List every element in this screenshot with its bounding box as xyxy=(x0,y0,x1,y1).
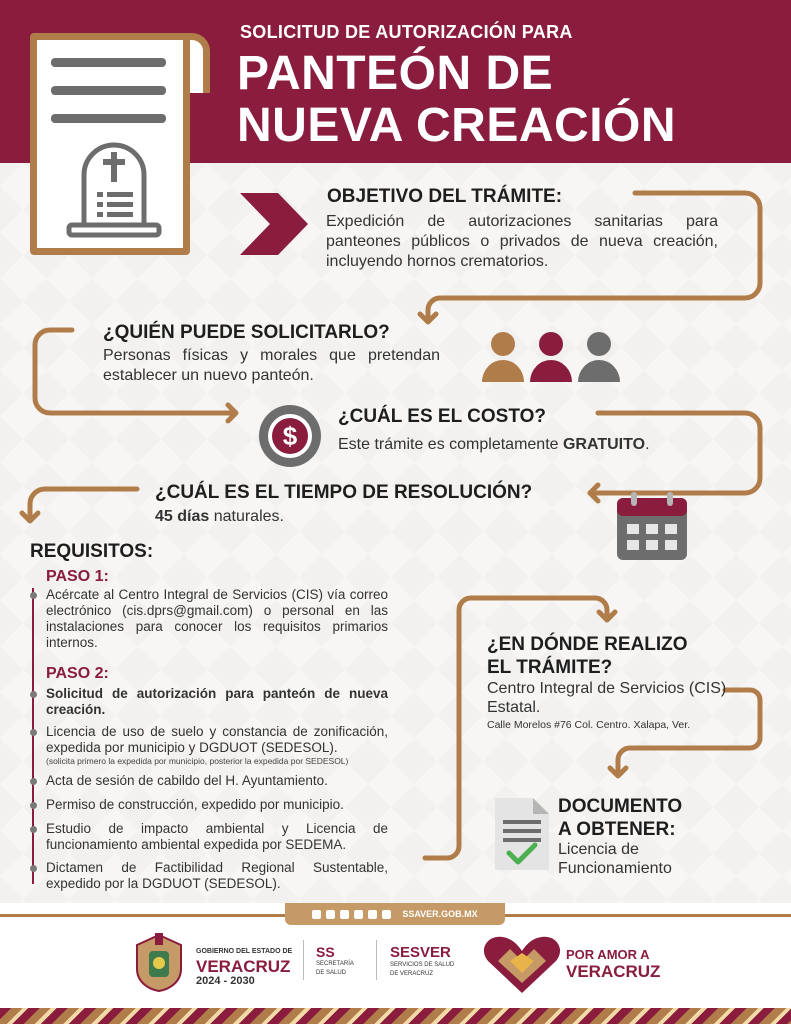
costo-gratuito: GRATUITO xyxy=(562,436,646,453)
sesver-sub1: SERVICIOS DE SALUD xyxy=(390,962,455,968)
steps-timeline xyxy=(32,588,34,884)
paso1-label: PASO 1: xyxy=(46,568,109,585)
sesver-sub2: DE VERACRUZ xyxy=(390,971,434,977)
gobierno-logo xyxy=(196,945,292,988)
documento-heading xyxy=(558,795,682,841)
tiempo-days-rest: naturales. xyxy=(209,508,284,525)
costo-text-prefix: Este trámite es completamente xyxy=(338,436,563,453)
web-icon[interactable] xyxy=(382,910,391,919)
requisito-item-text: Licencia de uso de suelo y constancia de zonificación, expedida por municipio y DGDUOT (SEDESOL). xyxy=(46,724,388,755)
objetivo-text: Expedición de autorizaciones sanitarias para panteones públicos o privados de nueva creación, incluyendo hornos crematorios. xyxy=(326,213,718,270)
donde-heading-line2: EL TRÁMITE? xyxy=(487,657,613,678)
facebook-icon[interactable] xyxy=(312,910,321,919)
requisito-item xyxy=(46,860,388,892)
decorative-bottom-band xyxy=(0,1008,791,1024)
requisitos-heading: REQUISITOS: xyxy=(30,541,154,562)
slogan-line2: VERACRUZ xyxy=(566,962,661,981)
ss-label: SS xyxy=(316,944,335,960)
donde-heading xyxy=(487,633,688,679)
requisito-item xyxy=(46,724,388,767)
costo-text xyxy=(338,436,650,454)
calendar-icon xyxy=(617,492,687,560)
page-title-line2: NUEVA CREACIÓN xyxy=(237,99,677,152)
people-icon xyxy=(482,330,622,382)
gobierno-years: 2024 - 2030 xyxy=(196,975,255,987)
x-icon[interactable] xyxy=(326,910,335,919)
tiempo-text xyxy=(155,508,284,526)
sesver-logo xyxy=(390,944,454,979)
quien-heading: ¿QUIÉN PUEDE SOLICITARLO? xyxy=(103,322,390,343)
paso1-text xyxy=(46,587,388,651)
footer-separator xyxy=(303,940,304,980)
requisito-item xyxy=(46,773,388,789)
documento-heading-line1: DOCUMENTO xyxy=(558,796,683,817)
page-title-line1: PANTEÓN DE xyxy=(237,47,554,100)
costo-heading: ¿CUÁL ES EL COSTO? xyxy=(338,406,546,427)
requisito-note: (solicita primero la expedida por municipio, posterior la expedida por SEDESOL) xyxy=(46,756,349,766)
requisito-item xyxy=(46,821,388,853)
ss-logo xyxy=(316,944,354,978)
tiempo-days: 45 días xyxy=(155,508,210,525)
document-check-icon xyxy=(495,798,549,870)
footer-separator xyxy=(376,940,377,980)
objetivo-heading: OBJETIVO DEL TRÁMITE: xyxy=(327,186,563,207)
paso2-label: PASO 2: xyxy=(46,665,109,682)
dollar-icon xyxy=(258,404,322,468)
requisito-item-text: Solicitud de autorización para panteón de nueva creación. xyxy=(46,686,388,717)
footer-website-pill xyxy=(285,903,505,925)
slogan-logo xyxy=(566,946,660,980)
sesver-label: SESVER xyxy=(390,944,451,961)
donde-address: Calle Morelos #76 Col. Centro. Xalapa, Ver. xyxy=(487,719,691,731)
documento-heading-line2: A OBTENER: xyxy=(558,819,676,840)
svg-text:$: $ xyxy=(282,421,298,451)
gobierno-line1: GOBIERNO DEL ESTADO DE xyxy=(196,948,293,955)
instagram-icon[interactable] xyxy=(340,910,349,919)
costo-text-suffix: . xyxy=(645,436,650,453)
gobierno-line2: VERACRUZ xyxy=(196,957,291,976)
heart-logo-icon xyxy=(484,933,560,995)
paso1-text-content: Acércate al Centro Integral de Servicios (CIS) vía correo electrónico (cis.dprs@gmail.com) o personal en las instalaciones para conocer los requisitos primarios internos. xyxy=(46,587,388,650)
requisito-item-text: Estudio de impacto ambiental y Licencia de funcionamiento ambiental expedida por SEDEMA. xyxy=(46,821,388,852)
quien-text: Personas físicas y morales que pretendan establecer un nuevo panteón. xyxy=(103,347,440,384)
requisito-item-text: Dictamen de Factibilidad Regional Sustentable, expedido por la DGDUOT (SEDESOL). xyxy=(46,860,388,891)
veracruz-seal-icon xyxy=(133,933,185,993)
requisito-item-text: Acta de sesión de cabildo del H. Ayuntamiento. xyxy=(46,773,328,788)
requisito-item-text: Permiso de construcción, expedido por municipio. xyxy=(46,797,344,812)
youtube-icon[interactable] xyxy=(354,910,363,919)
tiempo-heading: ¿CUÁL ES EL TIEMPO DE RESOLUCIÓN? xyxy=(155,482,533,503)
ss-sub1: SECRETARÍA xyxy=(316,961,354,967)
header-subtitle: SOLICITUD DE AUTORIZACIÓN PARA xyxy=(240,22,573,42)
donde-place: Centro Integral de Servicios (CIS) Estatal. xyxy=(487,680,727,716)
requisito-item xyxy=(46,686,388,718)
footer-website[interactable]: SSAVER.GOB.MX xyxy=(402,909,478,919)
ss-sub2: DE SALUD xyxy=(316,970,347,976)
requisito-item xyxy=(46,797,388,813)
donde-heading-line1: ¿EN DÓNDE REALIZO xyxy=(487,634,688,655)
documento-value: Licencia de Funcionamiento xyxy=(558,841,672,877)
tiktok-icon[interactable] xyxy=(368,910,377,919)
slogan-line1: POR AMOR A xyxy=(566,947,650,962)
chevron-right-icon xyxy=(240,193,308,255)
